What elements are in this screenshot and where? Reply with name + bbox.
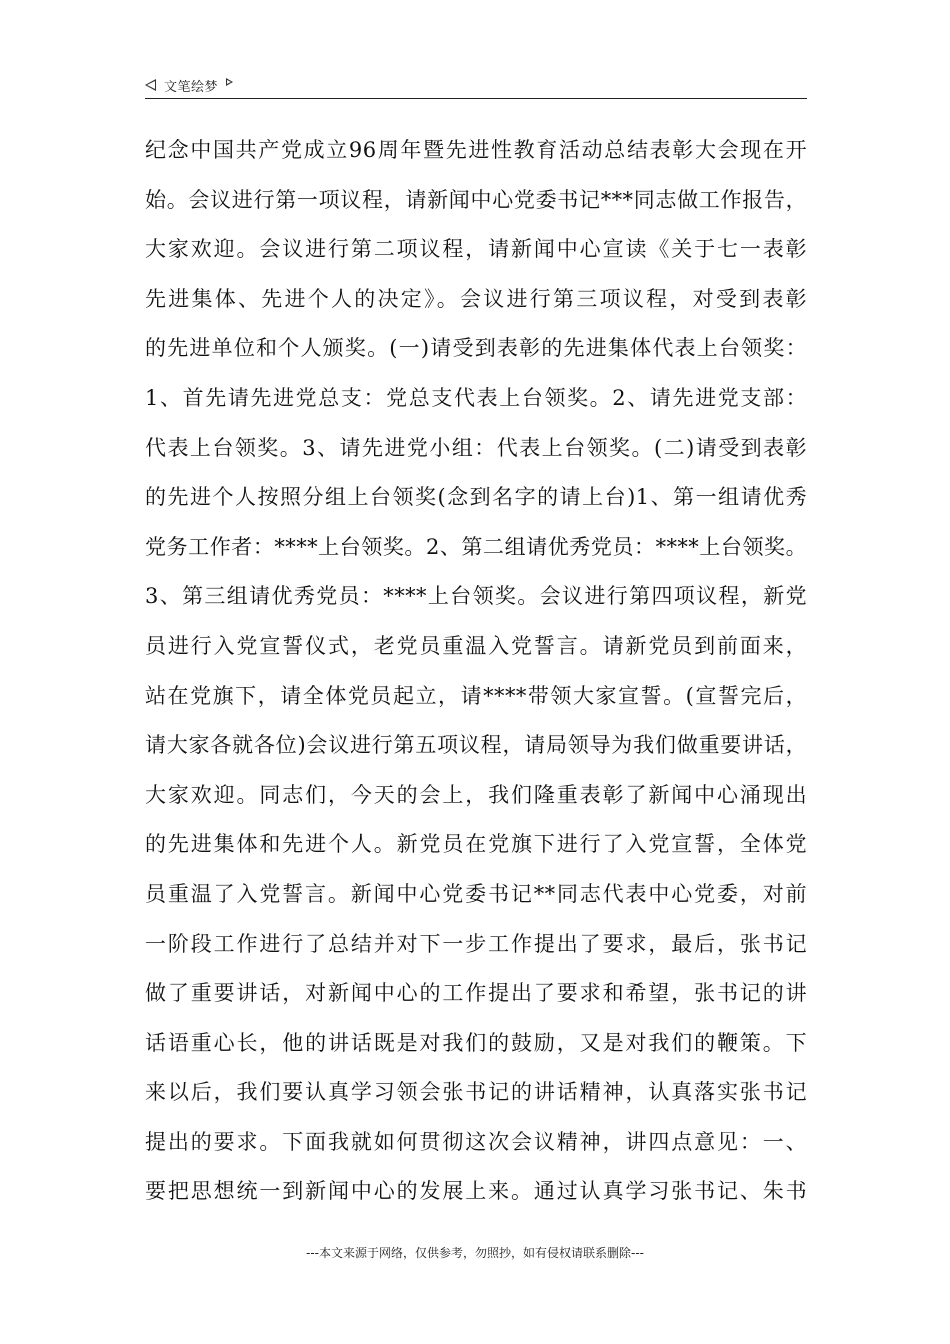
body-line: 大家欢迎。会议进行第二项议程，请新闻中心宣读《关于七一表彰 xyxy=(145,237,807,262)
body-line: 大家欢迎。同志们，今天的会上，我们隆重表彰了新闻中心涌现出 xyxy=(145,782,807,807)
body-line: 党务工作者：****上台领奖。2、第二组请优秀党员：****上台领奖。 xyxy=(145,534,807,559)
body-line: 的先进单位和个人颁奖。(一)请受到表彰的先进集体代表上台领奖： xyxy=(145,336,807,361)
body-line: 代表上台领奖。3、请先进党小组：代表上台领奖。(二)请受到表彰 xyxy=(145,435,807,460)
body-line: 的先进个人按照分组上台领奖(念到名字的请上台)1、第一组请优秀 xyxy=(145,485,807,510)
body-line: 员进行入党宣誓仪式，老党员重温入党誓言。请新党员到前面来， xyxy=(145,633,807,658)
document-body xyxy=(145,130,807,1221)
body-line: 先进集体、先进个人的决定》。会议进行第三项议程，对受到表彰 xyxy=(145,286,807,311)
body-line: 的先进集体和先进个人。新党员在党旗下进行了入党宣誓，全体党 xyxy=(145,832,807,857)
footer-disclaimer: ---本文来源于网络，仅供参考，勿照抄，如有侵权请联系删除--- xyxy=(306,1246,644,1260)
triangle-right-icon xyxy=(226,78,233,86)
body-line: 一阶段工作进行了总结并对下一步工作提出了要求，最后，张书记 xyxy=(145,931,807,956)
body-line: 纪念中国共产党成立96周年暨先进性教育活动总结表彰大会现在开 xyxy=(145,138,807,162)
body-line: 1、首先请先进党总支：党总支代表上台领奖。2、请先进党支部： xyxy=(145,385,807,410)
body-line: 话语重心长，他的讲话既是对我们的鼓励，又是对我们的鞭策。下 xyxy=(145,1030,807,1055)
triangle-left-icon xyxy=(145,79,156,91)
body-line: 员重温了入党誓言。新闻中心党委书记**同志代表中心党委，对前 xyxy=(145,881,807,906)
body-line: 3、第三组请优秀党员：****上台领奖。会议进行第四项议程，新党 xyxy=(145,584,807,609)
page-header xyxy=(145,72,807,99)
body-line: 提出的要求。下面我就如何贯彻这次会议精神，讲四点意见：一、 xyxy=(145,1129,807,1154)
body-line: 做了重要讲话，对新闻中心的工作提出了要求和希望，张书记的讲 xyxy=(145,981,807,1006)
body-line: 始。会议进行第一项议程，请新闻中心党委书记***同志做工作报告， xyxy=(145,187,807,212)
body-line: 来以后，我们要认真学习领会张书记的讲话精神，认真落实张书记 xyxy=(145,1080,807,1105)
header-brand: 文笔绘梦 xyxy=(164,79,219,95)
body-line: 站在党旗下，请全体党员起立，请****带领大家宣誓。(宣誓完后， xyxy=(145,683,807,708)
body-line: 要把思想统一到新闻中心的发展上来。通过认真学习张书记、朱书 xyxy=(145,1179,807,1204)
body-line: 请大家各就各位)会议进行第五项议程，请局领导为我们做重要讲话， xyxy=(145,733,807,758)
